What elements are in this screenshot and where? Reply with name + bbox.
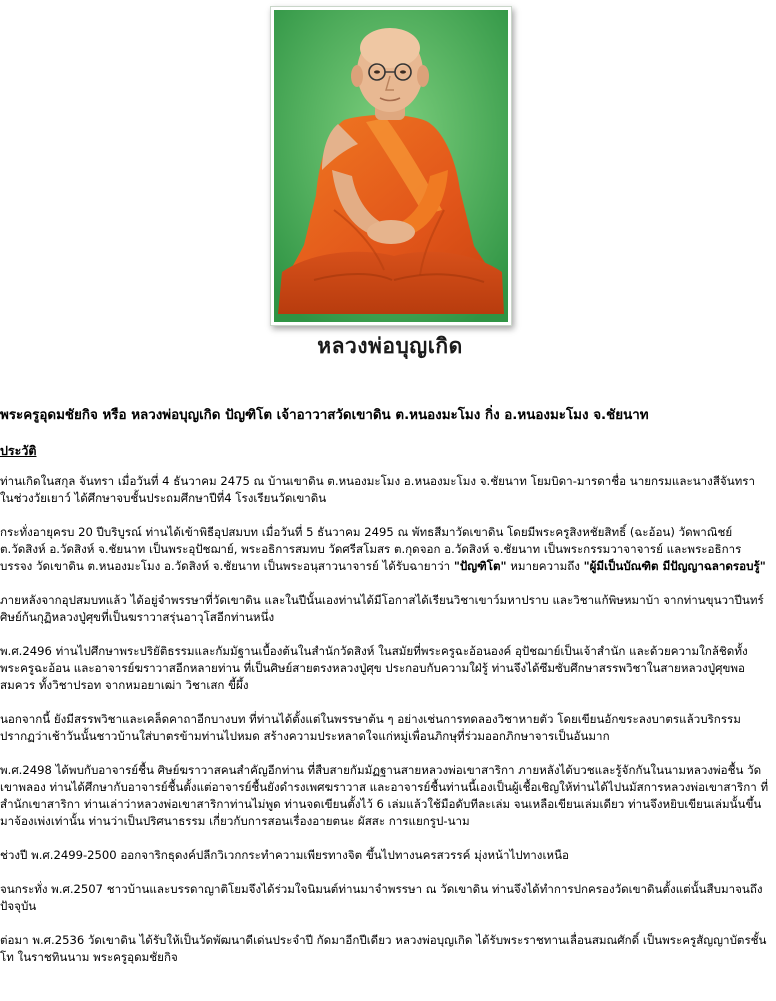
article-headline: พระครูอุดมชัยกิจ หรือ หลวงพ่อบุญเกิด ปัญฑิโต เจ้าอาวาสวัดเขาดิน ต.หนองมะโมง กิ่ง อ.หนองมะโมง จ.ชัยนาท: [0, 408, 649, 423]
paragraph-pilgrimage: ช่วงปี พ.ศ.2499-2500 ออกจาริกธุดงค์ปลีกวิเวกกระทำความเพียรทางจิต ขึ้นไปทางนครสวรรค์ มุ่งหน้าไปทางเหนือ: [0, 848, 569, 862]
paragraph-ordination-mid: หมายความถึง: [506, 559, 584, 573]
monastic-name: "ปัญฑิโต": [453, 559, 507, 573]
monastic-name-meaning: "ผู้มีเป็นบัณฑิต มีปัญญาฉลาดรอบรู้": [583, 559, 766, 573]
paragraph-abbot: จนกระทั่ง พ.ศ.2507 ชาวบ้านและบรรดาญาติโยมจึงได้ร่วมใจนิมนต์ท่านมาจำพรรษา ณ วัดเขาดิน ท่านจึงได้ทำการปกครองวัดเขาดินตั้งแต่นั้นสืบมาจนถึงปัจจุบัน: [0, 882, 763, 913]
paragraph-birth: ท่านเกิดในสกุล จันทรา เมื่อวันที่ 4 ธันวาคม 2475 ณ บ้านเขาดิน ต.หนองมะโมง อ.หนองมะโมง จ.ชัยนาท โยมบิดา-มารดาชื่อ นายกรมและนางสีจันทรา ในช่วงวัยเยาว์ ได้ศึกษาจบชั้นประถมศึกษาปีที่4 โรงเรียนวัดเขาดิน: [0, 474, 756, 505]
portrait-frame: [270, 6, 512, 326]
portrait-caption: หลวงพ่อบุญเกิด: [317, 334, 463, 358]
paragraph-teacher: พ.ศ.2498 ได้พบกับอาจารย์ชื้น ศิษย์ฆราวาสคนสำคัญอีกท่าน ที่สืบสายกัมมัฏฐานสายหลวงพ่อเขาสาริกา ภายหลังได้บวชและรู้จักกันในนามหลวงพ่อชื้น วัดเขาพลอง ท่านได้ศึกษากับอาจารย์ชื้นตั้งแต่อาจารย์ชื้นยังดำรงเพศฆราวาส และอาจารย์ชื้นท่านนี้เองเป็นผู้เชื้อเชิญให้ท่านได้ไปนมัสการหลวงพ่อเขาสาริกา ที่สำนักเขาสาริกา ท่านเล่าว่าหลวงพ่อเขาสาริกาท่านไม่พูด ท่านจดเขียนตั้งไว้ 6 เล่มแล้วใช้มือดับทีละเล่ม จนเหลือเขียนเล่มเดียว ท่านจึงหยิบเขียนเล่มนั้นขึ้นมาจ้องเพ่งเท่านั้น ท่านว่าเป็นปริศนาธรรม เกี่ยวกับการสอนเรื่องอายตนะ ผัสสะ การแยกรูป-นาม: [0, 763, 769, 828]
paragraph-dhamma-study: พ.ศ.2496 ท่านไปศึกษาพระปริยัติธรรมและกัมมัฐานเบื้องต้นในสำนักวัดสิงห์ ในสมัยที่พระครูฉะอ้อนองค์ อุปัชฌาย์เป็นเจ้าสำนัก และด้วยความใกล้ชิดทั้งพระครูฉะอ้อน และอาจารย์ฆราวาสอีกหลายท่าน ที่เป็นศิษย์สายตรงหลวงปู่ศุข ประกอบกับความใฝ่รู้ ท่านจึงได้ซึมซับศึกษาสรรพวิชาในสายหลวงปู่ศุขพอสมควร ทั้งวิชาปรอท จากหมอยาเฒ่า วิชาเสก ขี้ผึ้ง: [0, 644, 748, 692]
paragraph-early-study: ภายหลังจากอุปสมบทแล้ว ได้อยู่จำพรรษาที่วัดเขาดิน และในปีนั้นเองท่านได้มีโอกาสได้เรียนวิชาเขาว์มหาปราบ และวิชาแก้พิษหมาบ้า จากท่านขุนวาปีนทร์ ศิษย์ก้นกุฏิหลวงปู่ศุขที่เป็นฆราวาสรุ่นอาวุโสอีกท่านหนึ่ง: [0, 593, 764, 624]
article-content: [0, 406, 772, 983]
monk-portrait-illustration: [274, 10, 508, 322]
paragraph-knowledge: นอกจากนี้ ยังมีสรรพวิชาและเคล็ดคาถาอีกบางบท ที่ท่านได้ตั้งแต่ในพรรษาต้น ๆ อย่างเช่นการทดลองวิชาหายตัว โดยเขียนอักขระลงบาตรแล้วบริกรรม ปรากฏว่าเช้าวันนั้นชาวบ้านใส่บาตรข้ามท่านไปหมด สร้างความประหลาดใจแก่หมู่เพื่อนภิกษุที่ร่วมออกภิกษาจารเป็นอันมาก: [0, 712, 741, 743]
paragraph-ordination: [0, 524, 772, 575]
paragraph-title-conferred: ต่อมา พ.ศ.2536 วัดเขาดิน ได้รับให้เป็นวัดพัฒนาดีเด่นประจำปี กัดมาอีกปีเดียว หลวงพ่อบุญเกิด ได้รับพระราชทานเลื่อนสมณศักดิ์ เป็นพระครูสัญญาบัตรชั้นโท ในราชทินนาม พระครูอุดมชัยกิจ: [0, 933, 767, 964]
monk-portrait-photo: [274, 10, 508, 322]
paragraph-ordination-text: กระทั่งอายุครบ 20 ปีบริบูรณ์ ท่านได้เข้าพิธีอุปสมบท เมื่อวันที่ 5 ธันวาคม 2495 ณ พัทธสีมาวัดเขาดิน โดยมีพระครูสิงหชัยสิทธิ์ (ฉะอ้อน) วัดพาณิชย์ ต.วัดสิงห์ อ.วัดสิงห์ จ.ชัยนาท เป็นพระอุปัชฌาย์, พระอธิการสมทบ วัดศรีสโมสร ต.กุดจอก อ.วัดสิงห์ จ.ชัยนาท เป็นพระกรรมวาจาจารย์ และพระอธิการบรรจง วัดเขาดิน ต.หนองมะโมง อ.วัดสิงห์ จ.ชัยนาท เป็นพระอนุสาวนาจารย์ ได้รับฉายาว่า: [0, 525, 742, 573]
section-title-biography: ประวัติ: [0, 443, 37, 458]
